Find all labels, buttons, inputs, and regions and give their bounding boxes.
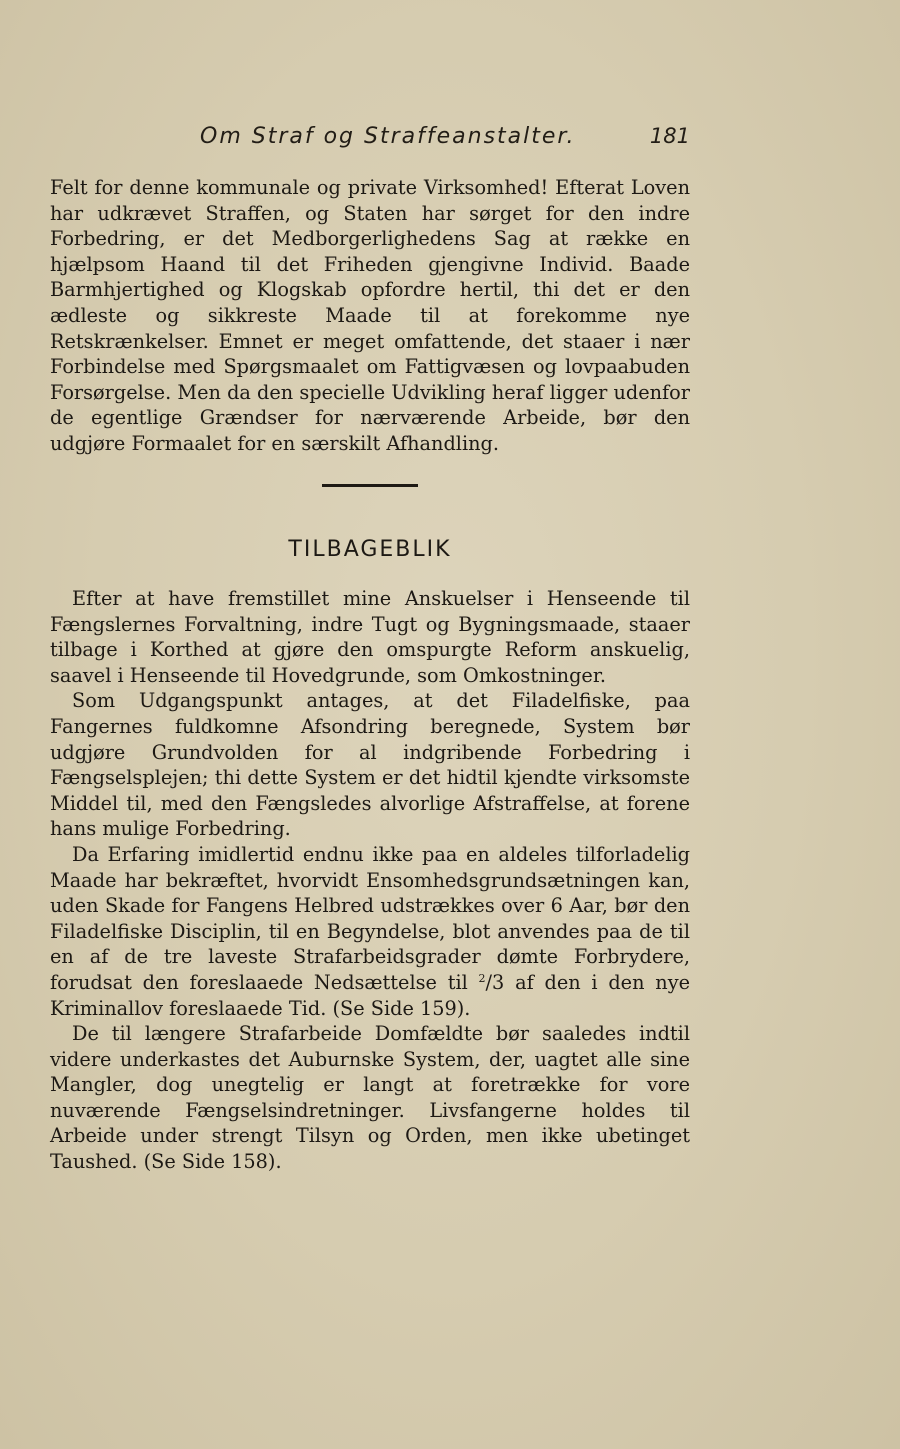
continuation-text [50, 175, 690, 457]
section-divider [322, 484, 418, 487]
section-heading: TILBAGEBLIK [288, 537, 452, 562]
page-number: 181 [649, 124, 690, 148]
fraction-denominator: /3 [485, 970, 505, 994]
paragraph-continuation: Felt for denne kommunale og private Virksomhed! Efterat Loven har udkrævet Straffen, og Staten har sørget for den indre Forbedring, er det Medborgerlighedens Sag at række en hjælpsom Haand til det Friheden gjengivne Individ. Baade Barmhjertighed og Klogskab opfordre hertil, thi det er den ædleste og sikkreste Maade til at forekomme nye Retskrænkelser. Emnet er meget omfattende, det staaer i nær Forbindelse med Spørgsmaalet om Fattigvæsen og lovpaabuden Forsørgelse. Men da den specielle Udvikling heraf ligger udenfor de egentlige Grændser for nærværende Arbeide, bør den udgjøre Formaalet for en særskilt Afhandling. [50, 176, 690, 455]
paragraph-3-text-after: af den i den nye Kriminallov foreslaaede Tid. (Se Side 159). [50, 970, 690, 1020]
section-paragraph-3 [50, 842, 690, 1021]
running-title: Om Straf og Straffeanstalter. [200, 124, 576, 149]
section-paragraph-4: De til længere Strafarbeide Domfældte bør saaledes indtil videre underkastes det Auburnske System, der, uagtet alle sine Mangler, dog unegtelig er langt at foretrække for vore nuværende Fængselsindretninger. Livsfangerne holdes til Arbeide under strengt Tilsyn og Orden, men ikke ubetinget Taushed. (Se Side 158). [50, 1022, 690, 1174]
section-paragraph-2: Som Udgangspunkt antages, at det Filadelfiske, paa Fangernes fuldkomne Afsondring beregnede, System bør udgjøre Grundvolden for al indgribende Forbedring i Fængselsplejen; thi dette System er det hidtil kjendte virksomste Middel til, med den Fængsledes alvorlige Afstraffelse, at forene hans mulige Forbedring. [50, 689, 690, 841]
section-text [50, 586, 690, 1175]
paragraph-3-text-before: Da Erfaring imidlertid endnu ikke paa en aldeles tilforladelig Maade har bekræftet, hvorvidt Ensomhedsgrundsætningen kan, uden Skade for Fangens Helbred udstrækkes over 6 Aar, bør den Filadelfiske Disciplin, til en Begyndelse, blot anvendes paa de til en af de tre laveste Strafarbeidsgrader dømte Forbrydere, forudsat den foreslaaede Nedsættelse til [50, 842, 690, 994]
section-paragraph-1: Efter at have fremstillet mine Anskuelser i Henseende til Fængslernes Forvaltning, indre Tugt og Bygningsmaade, staaer tilbage i Korthed at gjøre den omspurgte Reform anskuelig, saavel i Henseende til Hovedgrunde, som Omkostninger. [50, 587, 690, 687]
running-head [50, 124, 690, 158]
fraction-numerator: 2 [478, 971, 486, 985]
